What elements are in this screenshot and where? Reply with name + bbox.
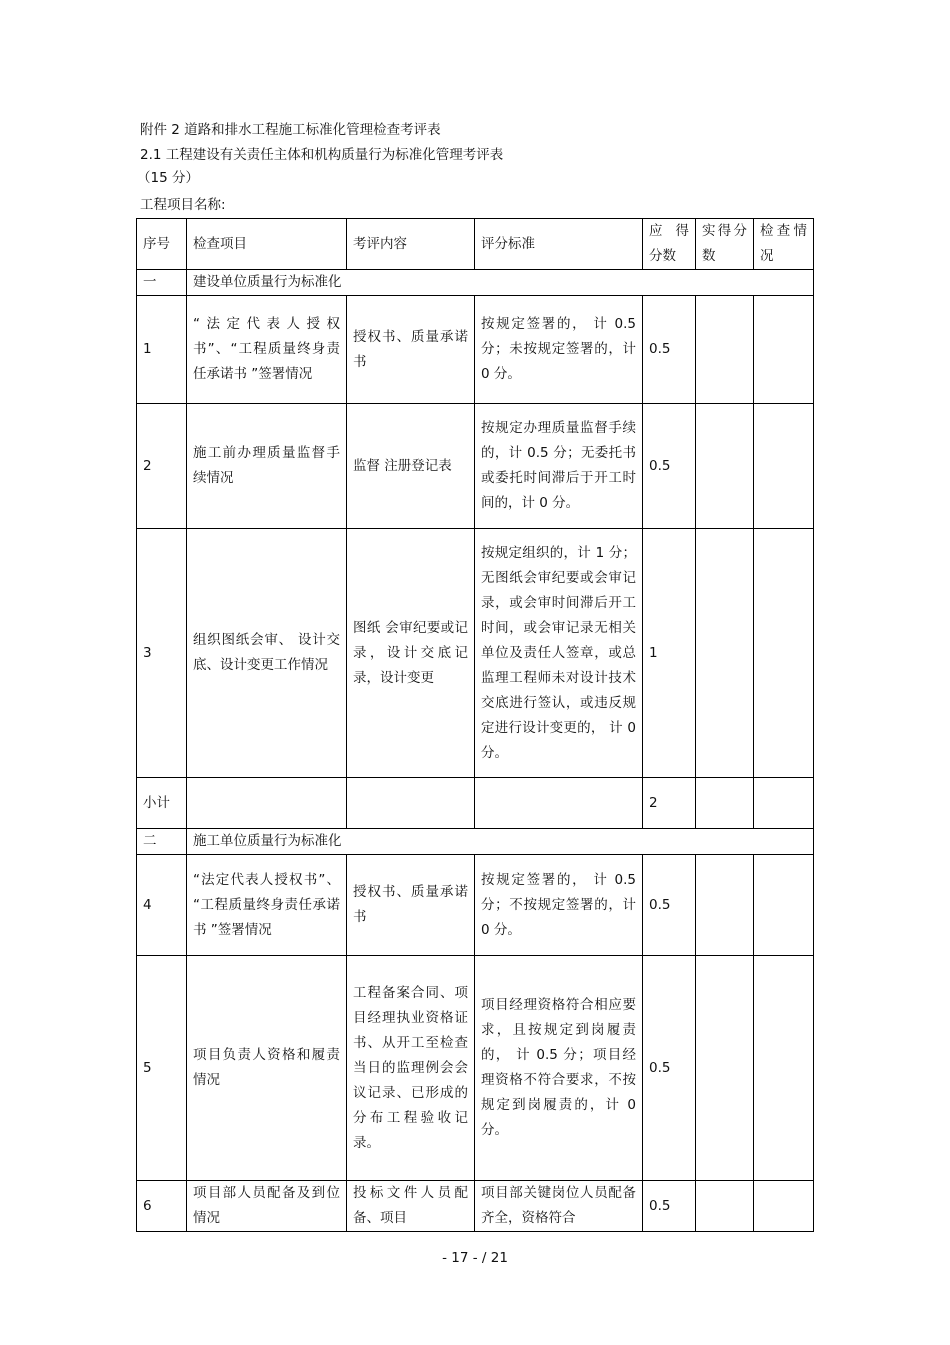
- page-number: - 17 - / 21: [442, 1250, 508, 1266]
- row-content: 监督 注册登记表: [347, 404, 475, 529]
- row-check: [754, 529, 814, 778]
- subtotal-check: [754, 778, 814, 829]
- header-actual: 实得分数: [696, 219, 754, 270]
- row-item: “法定代表人授权书”、 “工程质量终身责任承诺书 ”签署情况: [187, 855, 347, 956]
- row-content: 图纸 会审纪要或记录，设计交底记录，设计变更: [347, 529, 475, 778]
- row-content: 投标文件人员配备、项目: [347, 1181, 475, 1232]
- row-standard: 按规定办理质量监督手续的，计 0.5 分；无委托书或委托时间滞后于开工时间的，计 0 分。: [475, 404, 643, 529]
- header-row: [137, 219, 814, 270]
- subtotal-due: 2: [643, 778, 696, 829]
- header-item: 检查项目: [187, 219, 347, 270]
- section-row: [137, 829, 814, 855]
- section-title: 施工单位质量行为标准化: [187, 829, 814, 855]
- subtotal-label: 小计: [137, 778, 187, 829]
- row-content: 授权书、质量承诺书: [347, 296, 475, 404]
- subtotal-content: [347, 778, 475, 829]
- row-check: [754, 1181, 814, 1232]
- row-item: 项目负责人资格和履责情况: [187, 956, 347, 1181]
- row-check: [754, 296, 814, 404]
- row-standard: 按规定签署的， 计 0.5 分；不按规定签署的，计 0 分。: [475, 855, 643, 956]
- doc-title: 附件 2 道路和排水工程施工标准化管理检查考评表: [140, 122, 441, 138]
- row-actual: [696, 1181, 754, 1232]
- evaluation-table: [136, 218, 814, 1232]
- subtotal-actual: [696, 778, 754, 829]
- row-due: 0.5: [643, 855, 696, 956]
- row-due: 0.5: [643, 296, 696, 404]
- table-row: [137, 956, 814, 1181]
- row-standard: 按规定签署的， 计 0.5 分；未按规定签署的，计 0 分。: [475, 296, 643, 404]
- table-row: [137, 1181, 814, 1232]
- row-item: 项目部人员配备及到位情况: [187, 1181, 347, 1232]
- row-standard: 项目部关键岗位人员配备齐全，资格符合: [475, 1181, 643, 1232]
- project-name-label: 工程项目名称:: [140, 197, 226, 213]
- row-no: 3: [137, 529, 187, 778]
- section-no: 二: [137, 829, 187, 855]
- score-note: （15 分）: [137, 170, 199, 186]
- row-no: 4: [137, 855, 187, 956]
- row-standard: 按规定组织的，计 1 分；无图纸会审纪要或会审记录，或会审时间滞后开工时间，或会审记录无相关单位及责任人签章，或总监理工程师未对设计技术交底进行签认，或违反规定进行设计变更的， 计 0 分。: [475, 529, 643, 778]
- section-title: 建设单位质量行为标准化: [187, 270, 814, 296]
- row-actual: [696, 529, 754, 778]
- row-due: 0.5: [643, 404, 696, 529]
- row-actual: [696, 855, 754, 956]
- row-content: 工程备案合同、项目经理执业资格证书、从开工至检查当日的监理例会会议记录、已形成的分布工程验收记录。: [347, 956, 475, 1181]
- subtotal-standard: [475, 778, 643, 829]
- row-due: 1: [643, 529, 696, 778]
- doc-subtitle: 2.1 工程建设有关责任主体和机构质量行为标准化管理考评表: [140, 147, 504, 163]
- row-no: 6: [137, 1181, 187, 1232]
- row-due: 0.5: [643, 1181, 696, 1232]
- section-row: [137, 270, 814, 296]
- header-standard: 评分标准: [475, 219, 643, 270]
- row-check: [754, 855, 814, 956]
- row-due: 0.5: [643, 956, 696, 1181]
- row-actual: [696, 296, 754, 404]
- header-check: 检查情况: [754, 219, 814, 270]
- row-check: [754, 956, 814, 1181]
- table-row: [137, 529, 814, 778]
- row-no: 2: [137, 404, 187, 529]
- row-item: “法定代表人授权书”、“工程质量终身责任承诺书 ”签署情况: [187, 296, 347, 404]
- header-due: 应得分数: [643, 219, 696, 270]
- header-content: 考评内容: [347, 219, 475, 270]
- table-row: [137, 404, 814, 529]
- row-standard: 项目经理资格符合相应要求，且按规定到岗履责的， 计 0.5 分；项目经理资格不符合要求，不按规定到岗履责的，计 0分。: [475, 956, 643, 1181]
- table-row: [137, 296, 814, 404]
- subtotal-row: [137, 778, 814, 829]
- row-no: 1: [137, 296, 187, 404]
- row-no: 5: [137, 956, 187, 1181]
- row-item: 施工前办理质量监督手续情况: [187, 404, 347, 529]
- table-row: [137, 855, 814, 956]
- section-no: 一: [137, 270, 187, 296]
- header-seq: 序号: [137, 219, 187, 270]
- subtotal-item: [187, 778, 347, 829]
- row-actual: [696, 404, 754, 529]
- row-content: 授权书、质量承诺书: [347, 855, 475, 956]
- row-check: [754, 404, 814, 529]
- row-actual: [696, 956, 754, 1181]
- row-item: 组织图纸会审、 设计交底、设计变更工作情况: [187, 529, 347, 778]
